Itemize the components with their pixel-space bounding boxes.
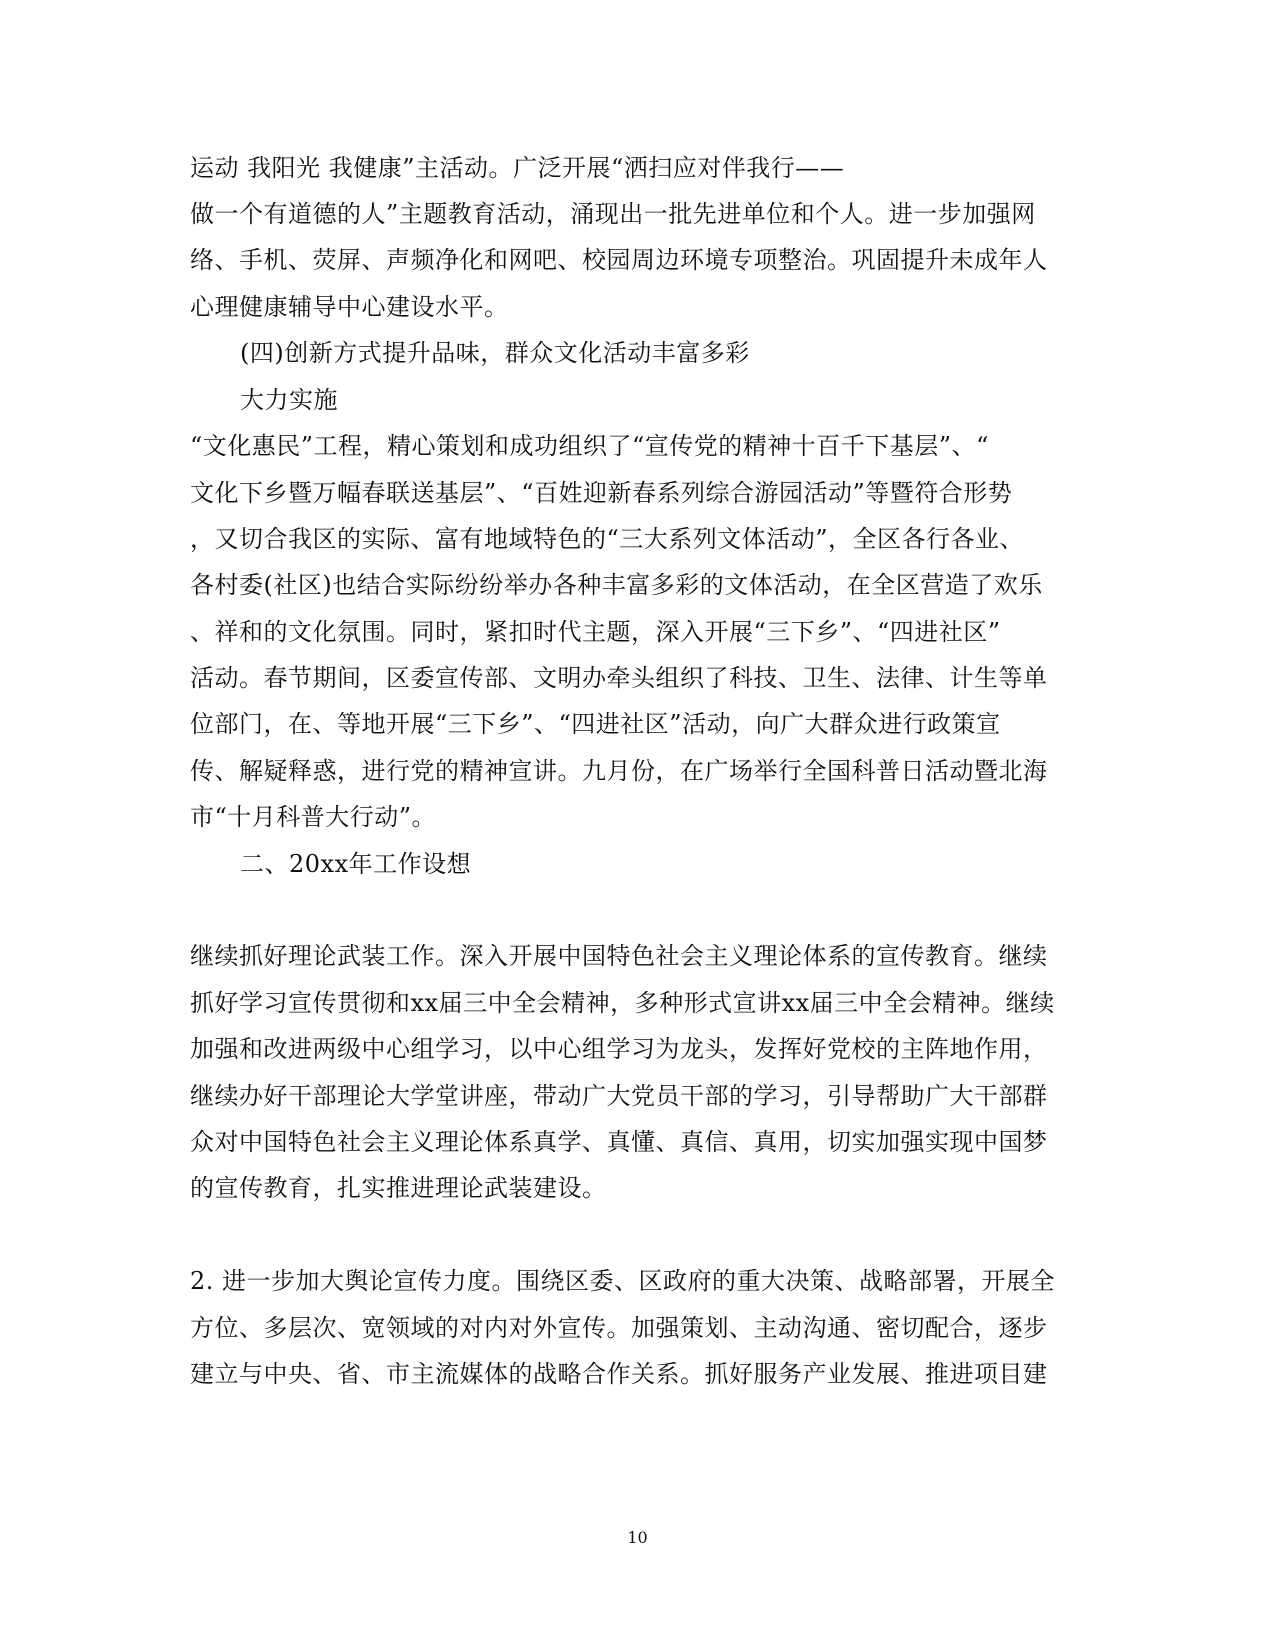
text-line: 抓好学习宣传贯彻和xx届三中全会精神，多种形式宣讲xx届三中全会精神。继续 bbox=[190, 989, 1055, 1017]
text-line: 络、手机、荧屏、声频净化和网吧、校园周边环境专项整治。巩固提升未成年人 bbox=[190, 246, 1048, 274]
section-heading: 二、20xx年工作设想 bbox=[240, 850, 472, 878]
text-line: 、祥和的文化氛围。同时，紧扣时代主题，深入开展“三下乡”、“四进社区” bbox=[190, 618, 1001, 646]
text-line: 众对中国特色社会主义理论体系真学、真懂、真信、真用，切实加强实现中国梦 bbox=[190, 1128, 1048, 1156]
page-number: 10 bbox=[627, 1528, 648, 1547]
text-line: 加强和改进两级中心组学习，以中心组学习为龙头，发挥好党校的主阵地作用， bbox=[190, 1035, 1048, 1063]
text-line: 2. 进一步加大舆论宣传力度。围绕区委、区政府的重大决策、战略部署，开展全 bbox=[190, 1267, 1056, 1295]
text-line: 运动 我阳光 我健康”主活动。广泛开展“洒扫应对伴我行—— bbox=[190, 154, 845, 182]
text-line: 建立与中央、省、市主流媒体的战略合作关系。抓好服务产业发展、推进项目建 bbox=[190, 1360, 1048, 1388]
text-line: 位部门，在、等地开展“三下乡”、“四进社区”活动，向广大群众进行政策宣 bbox=[190, 710, 1001, 738]
text-line: 市“十月科普大行动”。 bbox=[190, 803, 437, 831]
text-line: 心理健康辅导中心建设水平。 bbox=[190, 293, 509, 321]
text-line: 的宣传教育，扎实推进理论武装建设。 bbox=[190, 1174, 607, 1202]
text-line: 继续办好干部理论大学堂讲座，带动广大党员干部的学习，引导帮助广大干部群 bbox=[190, 1082, 1048, 1110]
section-heading: (四)创新方式提升品味，群众文化活动丰富多彩 bbox=[240, 339, 750, 367]
text-line: 活动。春节期间，区委宣传部、文明办牵头组织了科技、卫生、法律、计生等单 bbox=[190, 664, 1048, 692]
text-line: 大力实施 bbox=[240, 386, 338, 414]
text-line: 做一个有道德的人”主题教育活动，涌现出一批先进单位和个人。进一步加强网 bbox=[190, 200, 1036, 228]
text-line: 方位、多层次、宽领域的对内对外宣传。加强策划、主动沟通、密切配合，逐步 bbox=[190, 1314, 1048, 1342]
text-line: ，又切合我区的实际、富有地域特色的“三大系列文体活动”，全区各行各业、 bbox=[190, 525, 1025, 553]
text-line: 文化下乡暨万幅春联送基层”、“百姓迎新春系列综合游园活动”等暨符合形势 bbox=[190, 479, 1013, 507]
text-line: “文化惠民”工程，精心策划和成功组织了“宣传党的精神十百千下基层”、“ bbox=[190, 432, 989, 460]
text-line: 继续抓好理论武装工作。深入开展中国特色社会主义理论体系的宣传教育。继续 bbox=[190, 942, 1048, 970]
text-line: 传、解疑释惑，进行党的精神宣讲。九月份，在广场举行全国科普日活动暨北海 bbox=[190, 757, 1048, 785]
text-line: 各村委(社区)也结合实际纷纷举办各种丰富多彩的文体活动，在全区营造了欢乐 bbox=[190, 571, 1043, 599]
